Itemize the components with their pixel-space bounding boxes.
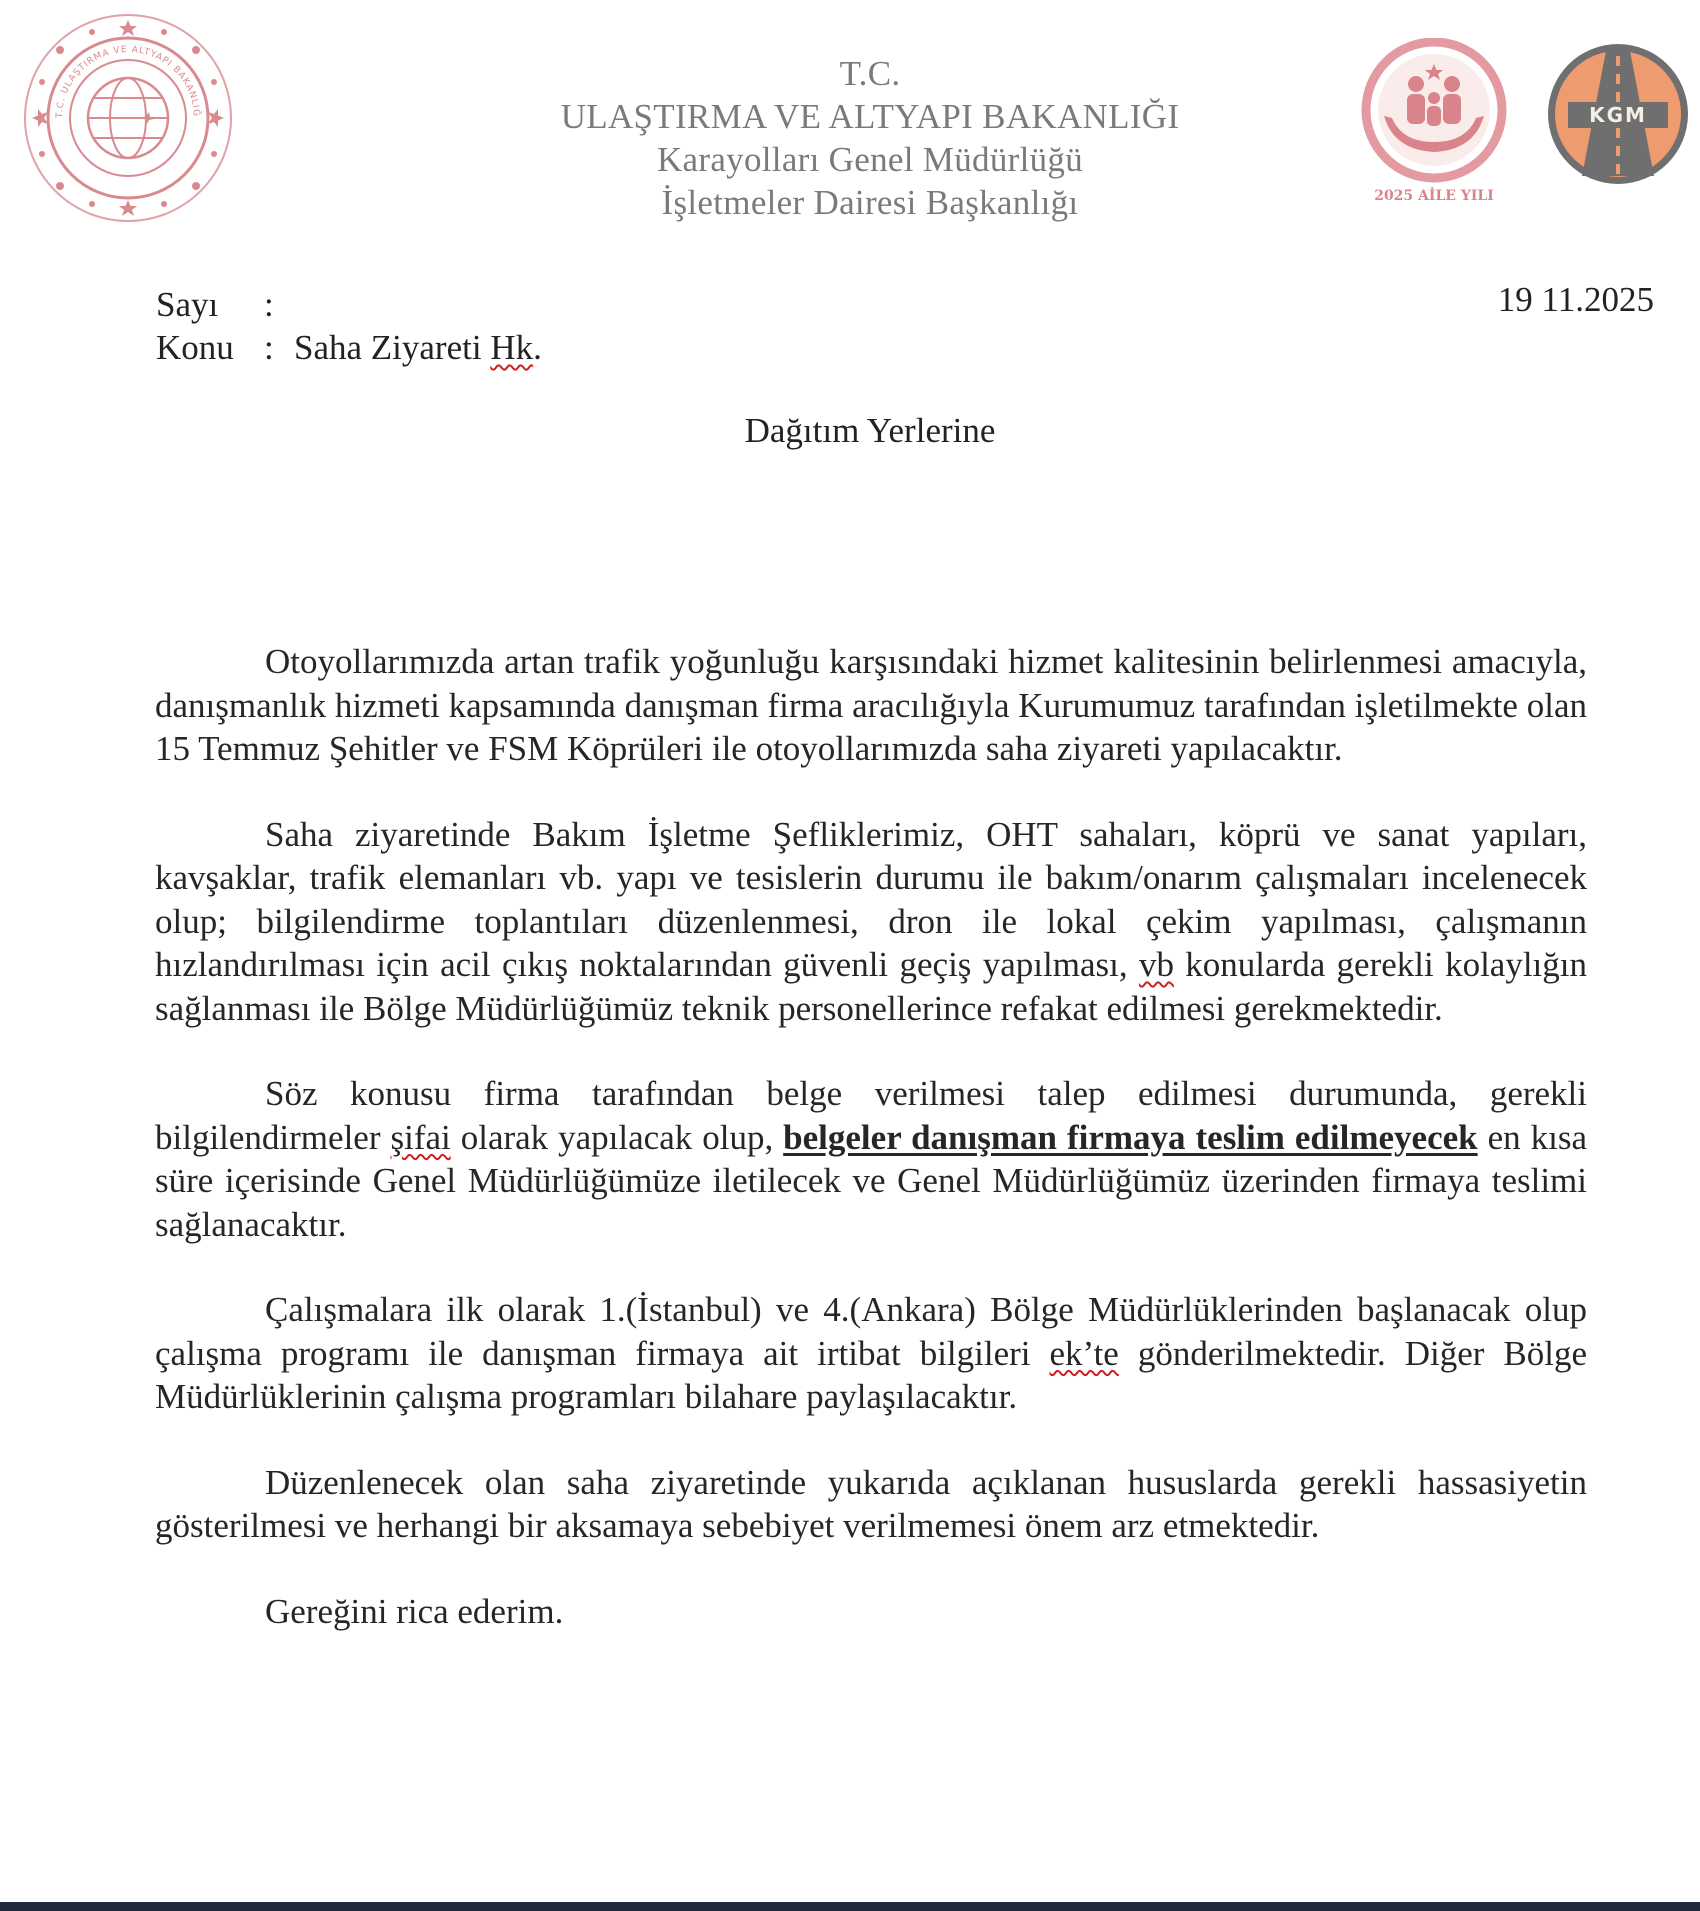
paragraph-3: Söz konusu firma tarafından belge verilmesi talep edilmesi durumunda, gerekli bilgilendirmeler şifai olarak yapılacak olup, belgeler danışman firmaya teslim edilmeyecek en kısa süre içerisinde Genel Müdürlüğümüze iletilecek ve Genel Müdürlüğümüz üzerinden firmaya teslimi sağlanacaktır. xyxy=(155,1074,1587,1244)
letterhead xyxy=(470,52,1270,224)
sayi-label: Sayı xyxy=(156,285,219,324)
family-year-logo xyxy=(1354,38,1514,208)
konu-colon: : xyxy=(264,328,274,367)
closing-line: Gereğini rica ederim. xyxy=(265,1591,564,1631)
document-date: 19 11.2025 xyxy=(1497,280,1654,319)
letterhead-ministry: ULAŞTIRMA VE ALTYAPI BAKANLIĞI xyxy=(560,97,1180,136)
letterhead-country: T.C. xyxy=(839,54,901,93)
paragraph-4: Çalışmalara ilk olarak 1.(İstanbul) ve 4.(Ankara) Bölge Müdürlüklerinden başlanacak olup çalışma programı ile danışman firmaya ait irtibat bilgileri ek’te gönderilmektedir. Diğer Bölge Müdürlüklerinin çalışma programları bilahare paylaşılacaktır. xyxy=(155,1290,1587,1416)
ministry-seal-logo xyxy=(22,12,234,224)
seal-text: T.C. ULAŞTIRMA VE ALTYAPI BAKANLIĞ xyxy=(54,44,202,119)
emphasized-instruction: belgeler danışman firmaya teslim edilmeyecek xyxy=(783,1117,1478,1157)
konu-row xyxy=(156,326,542,370)
letter-body xyxy=(155,640,1587,1675)
sayi-colon: : xyxy=(264,285,274,324)
letterhead-directorate: Karayolları Genel Müdürlüğü xyxy=(656,140,1084,179)
recipient-line: Dağıtım Yerlerine xyxy=(744,411,996,450)
konu-value: Saha Ziyareti Hk. xyxy=(294,328,542,367)
sifai-word: şifai xyxy=(390,1117,451,1157)
paragraph-1: Otoyollarımızda artan trafik yoğunluğu karşısındaki hizmet kalitesinin belirlenmesi amacıyla, danışmanlık hizmeti kapsamında danışman firma aracılığıyla Kurumumuz tarafından işletilmekte olan 15 Temmuz Şehitler ve FSM Köprüleri ile otoyollarımızda saha ziyareti yapılacaktır. xyxy=(155,642,1587,768)
letterhead-department: İşletmeler Dairesi Başkanlığı xyxy=(661,183,1079,222)
family-year-caption: 2025 AİLE YILI xyxy=(1374,188,1494,204)
kgm-logo xyxy=(1546,42,1690,186)
kgm-logo-text: KGM xyxy=(1589,103,1647,127)
paragraph-5: Düzenlenecek olan saha ziyaretinde yukarıda açıklanan hususlarda gerekli hassasiyetin gösterilmesi ve herhangi bir aksamaya sebebiyet verilmemesi önem arz etmektedir. xyxy=(155,1462,1587,1545)
bottom-border xyxy=(0,1902,1700,1911)
konu-abbr: Hk xyxy=(490,328,534,367)
ekte-word: ek’te xyxy=(1049,1333,1119,1373)
sayi-row xyxy=(156,283,294,327)
konu-label: Konu xyxy=(156,328,234,367)
vb-abbr: vb xyxy=(1138,945,1174,984)
paragraph-2: Saha ziyaretinde Bakım İşletme Şefliklerimiz, OHT sahaları, köprü ve sanat yapıları, kavşaklar, trafik elemanları vb. yapı ve tesislerin durumu ile bakım/onarım çalışmaları incelenecek olup; bilgilendirme toplantıları düzenlenmesi, dron ile lokal çekim yapılması, çalışmanın hızlandırılması için acil çıkış noktalarından güvenli geçiş yapılması, vb konularda gerekli kolaylığın sağlanması ile Bölge Müdürlüğümüz teknik personellerince refakat edilmesi gerekmektedir. xyxy=(155,814,1588,1028)
